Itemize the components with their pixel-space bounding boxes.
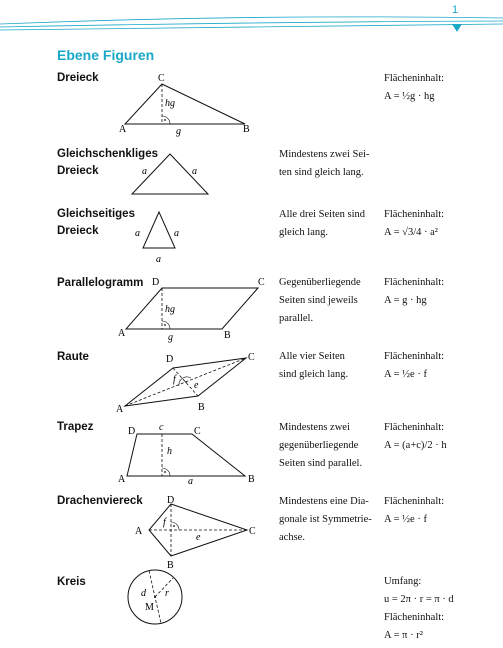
svg-text:hg: hg bbox=[165, 98, 175, 109]
svg-text:C: C bbox=[248, 352, 255, 363]
svg-text:D: D bbox=[166, 354, 174, 365]
formula-trapez: Flächeninhalt: A = (a+c)/2 · h bbox=[384, 422, 447, 451]
header-decoration bbox=[0, 0, 503, 40]
svg-text:C: C bbox=[249, 526, 256, 537]
svg-text:C: C bbox=[194, 426, 201, 437]
svg-text:C: C bbox=[158, 73, 165, 84]
figure-dreieck bbox=[110, 72, 270, 142]
svg-text:r: r bbox=[165, 588, 169, 599]
svg-text:a: a bbox=[156, 254, 161, 265]
figure-gleichseitig bbox=[125, 206, 205, 266]
svg-text:e: e bbox=[194, 380, 199, 391]
svg-text:D: D bbox=[128, 426, 136, 437]
svg-text:M: M bbox=[145, 602, 154, 613]
svg-text:g: g bbox=[176, 126, 181, 137]
formula-kreis: Umfang: u = 2π · r = π · d Flächeninhalt: A = π · r² bbox=[384, 576, 454, 641]
svg-text:a: a bbox=[142, 166, 147, 177]
svg-text:e: e bbox=[196, 532, 201, 543]
svg-text:f: f bbox=[163, 517, 166, 528]
figure-parallelogramm bbox=[110, 276, 270, 344]
svg-text:a: a bbox=[135, 228, 140, 239]
description-drachenviereck: Mindestens eine Dia- gonale ist Symmetrie- achse. bbox=[279, 496, 372, 543]
formula-drachenviereck: Flächeninhalt: A = ½e · f bbox=[384, 496, 445, 525]
svg-text:B: B bbox=[224, 330, 231, 341]
svg-text:B: B bbox=[198, 402, 205, 413]
svg-text:A: A bbox=[116, 404, 124, 415]
section-label-dreieck: Dreieck bbox=[57, 72, 99, 84]
figure-raute bbox=[110, 350, 270, 416]
formula-gleichseitig: Flächeninhalt: A = √3/4 · a² bbox=[384, 209, 445, 238]
svg-text:a: a bbox=[188, 476, 193, 487]
formula-raute: Flächeninhalt: A = ½e · f bbox=[384, 351, 445, 380]
section-label-gleichseitig: Gleichseitiges Dreieck bbox=[57, 208, 135, 237]
svg-text:h: h bbox=[167, 446, 172, 457]
svg-text:A: A bbox=[135, 526, 143, 537]
svg-text:D: D bbox=[152, 277, 160, 288]
description-parallelogramm: Gegenüberliegende Seiten sind jeweils parallel. bbox=[279, 277, 361, 324]
svg-text:A: A bbox=[118, 328, 126, 339]
description-raute: Alle vier Seiten sind gleich lang. bbox=[279, 351, 349, 380]
section-label-kreis: Kreis bbox=[57, 576, 86, 588]
section-label-trapez: Trapez bbox=[57, 421, 94, 433]
svg-text:d: d bbox=[141, 588, 146, 599]
svg-text:g: g bbox=[168, 332, 173, 343]
section-label-gleichschenklig: Gleichschenkliges Dreieck bbox=[57, 148, 158, 177]
figure-gleichschenklig bbox=[120, 148, 230, 203]
svg-text:a: a bbox=[174, 228, 179, 239]
formula-dreieck: Flächeninhalt: A = ½g · hg bbox=[384, 73, 445, 102]
page-title: Ebene Figuren bbox=[57, 47, 155, 63]
svg-text:A: A bbox=[118, 474, 126, 485]
description-trapez: Mindestens zwei gegenüberliegende Seiten sind parallel. bbox=[279, 422, 363, 469]
figure-kreis bbox=[125, 570, 195, 630]
formula-parallelogramm: Flächeninhalt: A = g · hg bbox=[384, 277, 445, 306]
svg-text:a: a bbox=[192, 166, 197, 177]
section-label-drachenviereck: Drachenviereck bbox=[57, 495, 143, 507]
svg-text:D: D bbox=[167, 495, 175, 506]
svg-text:B: B bbox=[248, 474, 255, 485]
svg-text:B: B bbox=[243, 124, 250, 135]
svg-text:hg: hg bbox=[165, 304, 175, 315]
svg-text:c: c bbox=[159, 422, 164, 433]
svg-text:B: B bbox=[167, 560, 174, 571]
svg-text:C: C bbox=[258, 277, 265, 288]
svg-text:A: A bbox=[119, 124, 127, 135]
section-label-raute: Raute bbox=[57, 351, 89, 363]
figure-drachenviereck bbox=[125, 494, 265, 570]
page-marker-icon bbox=[452, 24, 462, 32]
section-label-parallelogramm: Parallelogramm bbox=[57, 277, 144, 289]
description-gleichseitig: Alle drei Seiten sind gleich lang. bbox=[279, 209, 366, 238]
page-number: 1 bbox=[452, 4, 459, 16]
svg-text:f: f bbox=[173, 374, 176, 385]
figure-trapez bbox=[110, 420, 270, 488]
description-gleichschenklig: Mindestens zwei Sei- ten sind gleich lang. bbox=[279, 149, 370, 178]
